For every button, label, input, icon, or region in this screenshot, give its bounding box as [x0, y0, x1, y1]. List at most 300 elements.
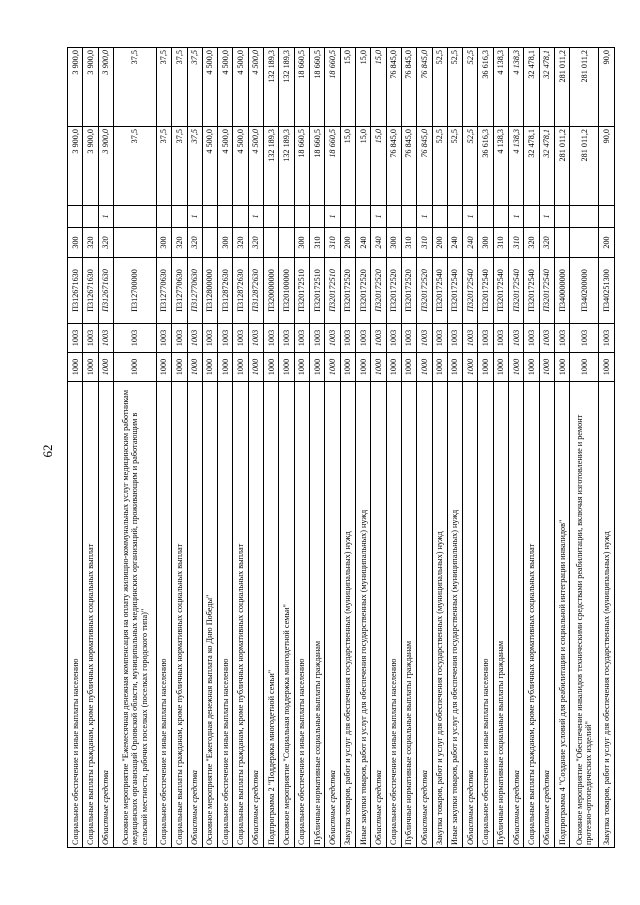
cell-amount-1: 4 500,0	[202, 127, 217, 206]
cell-sub-flag: 1	[463, 206, 478, 228]
cell-section: 1003	[463, 324, 478, 353]
cell-amount-1: 3 900,0	[68, 127, 83, 206]
cell-name: Областные средства	[248, 382, 263, 848]
cell-name: Закупка товаров, работ и услуг для обеспечения государственных (муниципальных) нужд	[432, 382, 447, 848]
cell-sub-flag: 1	[187, 206, 202, 228]
cell-amount-1: 4 500,0	[248, 127, 263, 206]
cell-name: Областные средства	[509, 382, 524, 848]
page-number: 62	[40, 444, 55, 458]
cell-expense-type: 310	[493, 228, 508, 258]
table-row	[599, 48, 615, 848]
cell-name: Областные средства	[463, 382, 478, 848]
cell-section: 1003	[156, 324, 171, 353]
cell-amount-1: 3 900,0	[83, 127, 98, 206]
cell-target-code: П312770630	[156, 258, 171, 324]
cell-amount-2: 3 900,0	[68, 48, 83, 127]
cell-chapter: 1000	[279, 353, 294, 382]
table-row	[279, 48, 294, 848]
cell-amount-2: 15,0	[371, 48, 386, 127]
cell-amount-2: 4 500,0	[218, 48, 233, 127]
cell-chapter: 1000	[98, 353, 113, 382]
cell-name: Социальные выплаты гражданам, кроме публичных нормативных социальных выплат	[233, 382, 248, 848]
cell-sub-flag	[83, 206, 98, 228]
cell-amount-1: 76 845,0	[386, 127, 401, 206]
cell-amount-1: 52,5	[432, 127, 447, 206]
cell-name: Подпрограмма 4 "Создание условий для реабилитации и социальной интеграции инвалидов"	[555, 382, 570, 848]
cell-amount-1: 32 478,1	[524, 127, 539, 206]
cell-expense-type: 320	[233, 228, 248, 258]
cell-chapter: 1000	[83, 353, 98, 382]
cell-target-code: П320172540	[432, 258, 447, 324]
cell-name: Социальное обеспечение и иные выплаты населению	[294, 382, 309, 848]
cell-section: 1003	[432, 324, 447, 353]
cell-expense-type: 320	[83, 228, 98, 258]
cell-amount-1: 18 660,5	[325, 127, 340, 206]
cell-amount-1: 37,5	[113, 127, 156, 206]
cell-sub-flag: 1	[371, 206, 386, 228]
cell-sub-flag	[570, 206, 599, 228]
cell-amount-2: 37,5	[172, 48, 187, 127]
cell-expense-type: 200	[340, 228, 355, 258]
cell-amount-1: 132 189,3	[264, 127, 279, 206]
cell-sub-flag: 1	[325, 206, 340, 228]
cell-chapter: 1000	[355, 353, 370, 382]
cell-amount-2: 52,5	[463, 48, 478, 127]
table-row	[386, 48, 401, 848]
cell-section: 1003	[68, 324, 83, 353]
cell-chapter: 1000	[599, 353, 615, 382]
budget-table	[67, 47, 615, 848]
table-row	[83, 48, 98, 848]
cell-target-code: П312872630	[218, 258, 233, 324]
cell-sub-flag	[386, 206, 401, 228]
cell-sub-flag	[599, 206, 615, 228]
cell-expense-type: 240	[447, 228, 462, 258]
cell-name: Основное мероприятие "Ежемесячная денежная компенсация на оплату жилищно-коммунальных услуг медицинским работникам медицинских организаций Орловской области, муниципальных медицинских организаций, проживающим и работающим в сельской местности, рабочих поселках (поселках городского типа)"	[113, 382, 156, 848]
cell-amount-2: 4 500,0	[248, 48, 263, 127]
cell-amount-1: 4 500,0	[218, 127, 233, 206]
cell-section: 1003	[325, 324, 340, 353]
cell-target-code: П340200000	[570, 258, 599, 324]
table-row	[539, 48, 554, 848]
cell-target-code: П320172510	[325, 258, 340, 324]
cell-section: 1003	[599, 324, 615, 353]
cell-chapter: 1000	[310, 353, 325, 382]
cell-target-code: П320172540	[463, 258, 478, 324]
cell-amount-2: 132 189,3	[279, 48, 294, 127]
cell-chapter: 1000	[417, 353, 432, 382]
cell-expense-type: 240	[463, 228, 478, 258]
cell-expense-type: 240	[371, 228, 386, 258]
table-row	[156, 48, 171, 848]
cell-target-code: П320172520	[371, 258, 386, 324]
cell-name: Основное мероприятие "Ежегодная денежная выплата ко Дню Победы"	[202, 382, 217, 848]
cell-name: Областные средства	[417, 382, 432, 848]
cell-amount-1: 76 845,0	[401, 127, 416, 206]
table-row	[524, 48, 539, 848]
cell-name: Социальное обеспечение и иные выплаты населению	[218, 382, 233, 848]
cell-section: 1003	[493, 324, 508, 353]
cell-amount-1: 90,0	[599, 127, 615, 206]
cell-amount-2: 4 500,0	[233, 48, 248, 127]
cell-name: Социальные выплаты гражданам, кроме публичных нормативных социальных выплат	[172, 382, 187, 848]
cell-amount-2: 37,5	[187, 48, 202, 127]
cell-name: Закупка товаров, работ и услуг для обеспечения государственных (муниципальных) нужд	[340, 382, 355, 848]
cell-amount-2: 37,5	[156, 48, 171, 127]
cell-sub-flag	[113, 206, 156, 228]
cell-target-code: П320172510	[294, 258, 309, 324]
cell-sub-flag	[279, 206, 294, 228]
table-row	[248, 48, 263, 848]
cell-amount-2: 52,5	[447, 48, 462, 127]
cell-target-code: П312671630	[98, 258, 113, 324]
table-row	[68, 48, 83, 848]
cell-amount-1: 15,0	[340, 127, 355, 206]
cell-target-code: П320172540	[509, 258, 524, 324]
cell-target-code: П312800000	[202, 258, 217, 324]
rotated-page-content	[67, 48, 615, 848]
cell-target-code: П312700000	[113, 258, 156, 324]
cell-expense-type: 300	[218, 228, 233, 258]
cell-amount-1: 52,5	[447, 127, 462, 206]
cell-section: 1003	[340, 324, 355, 353]
cell-target-code: П312671630	[68, 258, 83, 324]
cell-section: 1003	[478, 324, 493, 353]
cell-chapter: 1000	[172, 353, 187, 382]
cell-amount-2: 18 660,5	[310, 48, 325, 127]
cell-chapter: 1000	[539, 353, 554, 382]
cell-target-code: П312671630	[83, 258, 98, 324]
cell-target-code: П320172510	[310, 258, 325, 324]
cell-sub-flag	[294, 206, 309, 228]
cell-amount-1: 4 138,3	[509, 127, 524, 206]
cell-amount-1: 281 011,2	[555, 127, 570, 206]
cell-section: 1003	[202, 324, 217, 353]
cell-amount-1: 15,0	[371, 127, 386, 206]
cell-amount-2: 37,5	[113, 48, 156, 127]
table-row	[172, 48, 187, 848]
cell-amount-2: 4 138,3	[493, 48, 508, 127]
table-row	[555, 48, 570, 848]
cell-target-code: П320172540	[493, 258, 508, 324]
cell-amount-1: 37,5	[187, 127, 202, 206]
cell-name: Социальное обеспечение и иные выплаты населению	[478, 382, 493, 848]
table-row	[98, 48, 113, 848]
cell-amount-1: 37,5	[172, 127, 187, 206]
cell-chapter: 1000	[340, 353, 355, 382]
table-row	[355, 48, 370, 848]
cell-amount-1: 36 616,3	[478, 127, 493, 206]
cell-expense-type: 200	[432, 228, 447, 258]
cell-section: 1003	[417, 324, 432, 353]
cell-name: Публичные нормативные социальные выплаты гражданам	[310, 382, 325, 848]
table-row	[447, 48, 462, 848]
cell-sub-flag	[172, 206, 187, 228]
table-row	[478, 48, 493, 848]
cell-chapter: 1000	[218, 353, 233, 382]
cell-target-code: П320172520	[386, 258, 401, 324]
cell-expense-type: 300	[68, 228, 83, 258]
cell-chapter: 1000	[233, 353, 248, 382]
cell-target-code: П320172520	[401, 258, 416, 324]
cell-name: Социальные выплаты гражданам, кроме публичных нормативных социальных выплат	[83, 382, 98, 848]
cell-chapter: 1000	[325, 353, 340, 382]
cell-section: 1003	[172, 324, 187, 353]
cell-chapter: 1000	[294, 353, 309, 382]
cell-name: Областные средства	[98, 382, 113, 848]
cell-amount-2: 3 900,0	[83, 48, 98, 127]
cell-amount-2: 18 660,5	[325, 48, 340, 127]
cell-section: 1003	[524, 324, 539, 353]
cell-sub-flag	[493, 206, 508, 228]
cell-section: 1003	[113, 324, 156, 353]
cell-amount-2: 32 478,1	[539, 48, 554, 127]
cell-amount-2: 36 616,3	[478, 48, 493, 127]
cell-section: 1003	[294, 324, 309, 353]
cell-expense-type: 310	[325, 228, 340, 258]
cell-sub-flag	[447, 206, 462, 228]
cell-name: Публичные нормативные социальные выплаты гражданам	[401, 382, 416, 848]
table-row	[417, 48, 432, 848]
table-body	[68, 48, 615, 848]
cell-name: Социальное обеспечение и иные выплаты населению	[68, 382, 83, 848]
cell-amount-1: 18 660,5	[294, 127, 309, 206]
cell-expense-type	[113, 228, 156, 258]
cell-name: Закупка товаров, работ и услуг для обеспечения государственных (муниципальных) нужд	[599, 382, 615, 848]
cell-target-code: П312872630	[248, 258, 263, 324]
cell-target-code: П312872630	[233, 258, 248, 324]
cell-target-code: П340251300	[599, 258, 615, 324]
cell-amount-2: 76 845,0	[401, 48, 416, 127]
cell-section: 1003	[279, 324, 294, 353]
cell-section: 1003	[233, 324, 248, 353]
cell-expense-type: 320	[98, 228, 113, 258]
cell-amount-2: 52,5	[432, 48, 447, 127]
cell-sub-flag	[432, 206, 447, 228]
cell-amount-1: 37,5	[156, 127, 171, 206]
cell-sub-flag: 1	[539, 206, 554, 228]
cell-expense-type	[264, 228, 279, 258]
cell-section: 1003	[555, 324, 570, 353]
cell-sub-flag	[401, 206, 416, 228]
cell-name: Социальное обеспечение и иные выплаты населению	[386, 382, 401, 848]
cell-sub-flag	[156, 206, 171, 228]
cell-sub-flag	[202, 206, 217, 228]
cell-chapter: 1000	[386, 353, 401, 382]
cell-amount-2: 76 845,0	[386, 48, 401, 127]
cell-target-code: П340000000	[555, 258, 570, 324]
table-row	[218, 48, 233, 848]
cell-sub-flag	[218, 206, 233, 228]
cell-chapter: 1000	[509, 353, 524, 382]
cell-expense-type: 240	[355, 228, 370, 258]
cell-name: Областные средства	[187, 382, 202, 848]
cell-section: 1003	[248, 324, 263, 353]
cell-chapter: 1000	[187, 353, 202, 382]
cell-name: Областные средства	[325, 382, 340, 848]
cell-name: Областные средства	[371, 382, 386, 848]
table-row	[463, 48, 478, 848]
cell-expense-type: 320	[187, 228, 202, 258]
cell-section: 1003	[264, 324, 279, 353]
cell-amount-2: 3 900,0	[98, 48, 113, 127]
table-row	[325, 48, 340, 848]
cell-name: Публичные нормативные социальные выплаты гражданам	[493, 382, 508, 848]
cell-amount-1: 18 660,5	[310, 127, 325, 206]
cell-section: 1003	[570, 324, 599, 353]
cell-amount-2: 132 189,3	[264, 48, 279, 127]
cell-expense-type: 320	[524, 228, 539, 258]
cell-chapter: 1000	[202, 353, 217, 382]
cell-expense-type	[279, 228, 294, 258]
cell-chapter: 1000	[478, 353, 493, 382]
cell-amount-1: 15,0	[355, 127, 370, 206]
cell-expense-type: 310	[509, 228, 524, 258]
cell-chapter: 1000	[570, 353, 599, 382]
cell-name: Социальные выплаты гражданам, кроме публичных нормативных социальных выплат	[524, 382, 539, 848]
cell-expense-type: 310	[310, 228, 325, 258]
cell-chapter: 1000	[401, 353, 416, 382]
cell-expense-type: 300	[156, 228, 171, 258]
cell-amount-1: 4 500,0	[233, 127, 248, 206]
cell-sub-flag	[555, 206, 570, 228]
cell-chapter: 1000	[264, 353, 279, 382]
cell-amount-2: 18 660,5	[294, 48, 309, 127]
table-row	[340, 48, 355, 848]
cell-amount-1: 132 189,3	[279, 127, 294, 206]
cell-chapter: 1000	[248, 353, 263, 382]
cell-name: Основное мероприятие "Социальная поддержка многодетной семьи"	[279, 382, 294, 848]
cell-section: 1003	[310, 324, 325, 353]
cell-sub-flag	[310, 206, 325, 228]
cell-section: 1003	[187, 324, 202, 353]
cell-sub-flag	[264, 206, 279, 228]
table-row	[493, 48, 508, 848]
cell-section: 1003	[386, 324, 401, 353]
table-row	[570, 48, 599, 848]
cell-amount-1: 76 845,0	[417, 127, 432, 206]
cell-section: 1003	[355, 324, 370, 353]
table-row	[371, 48, 386, 848]
cell-amount-2: 15,0	[340, 48, 355, 127]
cell-expense-type: 320	[172, 228, 187, 258]
cell-section: 1003	[218, 324, 233, 353]
cell-section: 1003	[539, 324, 554, 353]
cell-amount-1: 32 478,1	[539, 127, 554, 206]
cell-section: 1003	[98, 324, 113, 353]
cell-chapter: 1000	[524, 353, 539, 382]
cell-name: Областные средства	[539, 382, 554, 848]
table-row	[202, 48, 217, 848]
cell-chapter: 1000	[371, 353, 386, 382]
cell-expense-type: 300	[294, 228, 309, 258]
cell-chapter: 1000	[68, 353, 83, 382]
cell-expense-type	[555, 228, 570, 258]
cell-amount-2: 4 500,0	[202, 48, 217, 127]
cell-name: Основное мероприятие "Обеспечение инвалидов техническими средствами реабилитации, включая изготовление и ремонт протезно-ортопедических изделий"	[570, 382, 599, 848]
cell-target-code: П320000000	[264, 258, 279, 324]
table-row	[509, 48, 524, 848]
table-row	[113, 48, 156, 848]
cell-sub-flag: 1	[248, 206, 263, 228]
cell-sub-flag	[68, 206, 83, 228]
cell-target-code: П320172540	[524, 258, 539, 324]
cell-amount-2: 281 011,2	[555, 48, 570, 127]
cell-name: Социальное обеспечение и иные выплаты населению	[156, 382, 171, 848]
cell-amount-2: 76 845,0	[417, 48, 432, 127]
cell-expense-type	[202, 228, 217, 258]
cell-target-code: П320172520	[340, 258, 355, 324]
cell-target-code: П320172540	[478, 258, 493, 324]
table-row	[233, 48, 248, 848]
cell-amount-2: 281 011,2	[570, 48, 599, 127]
cell-chapter: 1000	[113, 353, 156, 382]
cell-target-code: П320100000	[279, 258, 294, 324]
cell-expense-type: 300	[478, 228, 493, 258]
cell-expense-type: 320	[248, 228, 263, 258]
table-row	[310, 48, 325, 848]
table-row	[264, 48, 279, 848]
cell-chapter: 1000	[447, 353, 462, 382]
table-row	[432, 48, 447, 848]
cell-section: 1003	[401, 324, 416, 353]
cell-target-code: П320172520	[417, 258, 432, 324]
cell-section: 1003	[83, 324, 98, 353]
cell-amount-2: 4 138,3	[509, 48, 524, 127]
cell-target-code: П312770630	[172, 258, 187, 324]
cell-section: 1003	[509, 324, 524, 353]
cell-expense-type: 310	[401, 228, 416, 258]
cell-amount-2: 32 478,1	[524, 48, 539, 127]
cell-sub-flag: 1	[98, 206, 113, 228]
cell-expense-type: 320	[539, 228, 554, 258]
cell-amount-2: 15,0	[355, 48, 370, 127]
cell-amount-2: 90,0	[599, 48, 615, 127]
cell-sub-flag	[478, 206, 493, 228]
cell-chapter: 1000	[493, 353, 508, 382]
cell-expense-type: 200	[599, 228, 615, 258]
cell-sub-flag: 1	[417, 206, 432, 228]
cell-amount-1: 3 900,0	[98, 127, 113, 206]
cell-target-code: П320172540	[539, 258, 554, 324]
cell-amount-1: 4 138,3	[493, 127, 508, 206]
cell-chapter: 1000	[555, 353, 570, 382]
table-row	[401, 48, 416, 848]
cell-chapter: 1000	[156, 353, 171, 382]
cell-sub-flag	[340, 206, 355, 228]
table-row	[294, 48, 309, 848]
cell-name: Иные закупки товаров, работ и услуг для обеспечения государственных (муниципальных) нужд	[355, 382, 370, 848]
cell-amount-1: 52,5	[463, 127, 478, 206]
cell-chapter: 1000	[432, 353, 447, 382]
cell-target-code: П320172520	[355, 258, 370, 324]
table-row	[187, 48, 202, 848]
cell-expense-type: 300	[386, 228, 401, 258]
cell-sub-flag	[355, 206, 370, 228]
cell-section: 1003	[371, 324, 386, 353]
cell-expense-type: 310	[417, 228, 432, 258]
cell-sub-flag: 1	[509, 206, 524, 228]
cell-expense-type	[570, 228, 599, 258]
cell-name: Подпрограмма 2 "Поддержка многодетной семьи"	[264, 382, 279, 848]
cell-sub-flag	[524, 206, 539, 228]
cell-target-code: П320172540	[447, 258, 462, 324]
cell-target-code: П312770630	[187, 258, 202, 324]
cell-amount-1: 281 011,2	[570, 127, 599, 206]
cell-name: Иные закупки товаров, работ и услуг для обеспечения государственных (муниципальных) нужд	[447, 382, 462, 848]
cell-section: 1003	[447, 324, 462, 353]
cell-sub-flag	[233, 206, 248, 228]
